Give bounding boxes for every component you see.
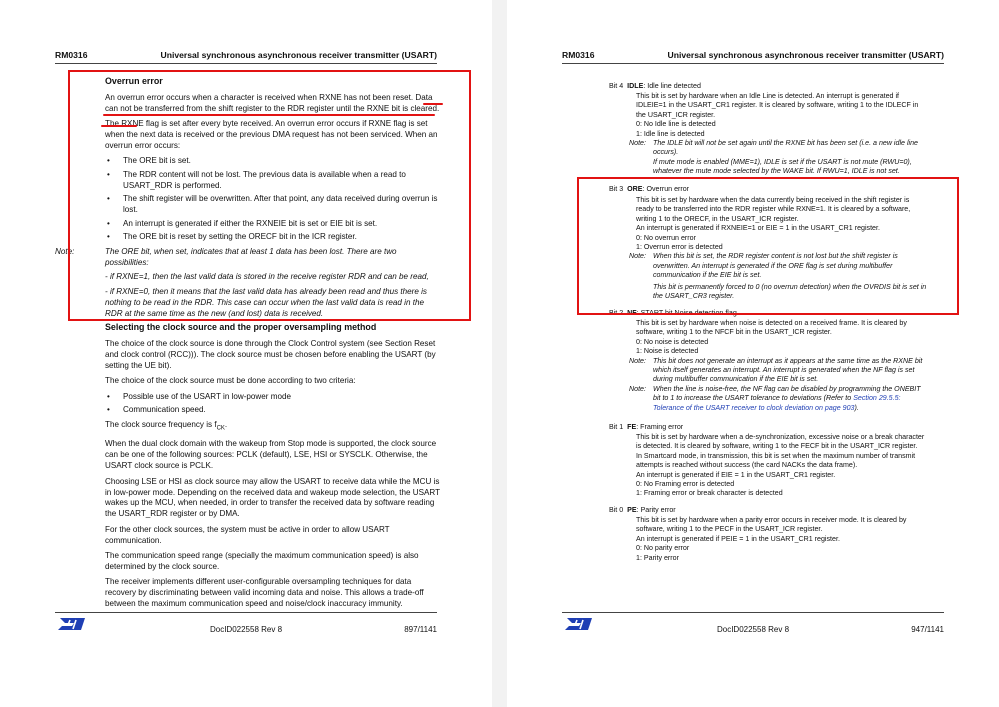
bit-desc: : START bit Noise detection flag [636, 309, 737, 317]
note-label: Note: [629, 252, 646, 261]
clock-paragraph: The choice of the clock source must be done according to two criteria: [105, 376, 356, 386]
note-line [653, 404, 950, 413]
freq-text: The clock source frequency is f [105, 420, 217, 430]
freq-subscript: CK [216, 426, 225, 433]
bit-number: Bit 4 [609, 82, 624, 90]
bit2-note-1 [629, 356, 950, 385]
note-line: communication if the EIE bit is set. [653, 271, 762, 280]
footer-docid: DocID022558 Rev 8 [716, 625, 790, 634]
bit-line: is detected. It is cleared by software, writing 1 to the FECF bit in the USART_ICR register. [636, 442, 918, 451]
note-line: overwritten. An interrupt is generated if the ORE flag is set during multibuffer [653, 261, 893, 270]
bit-line: the USART_ICR register. [636, 110, 716, 119]
clock-paragraph: The choice of the clock source is done through the Clock Control system (see Section Reset and clock control (RCC))). The clock source must be chosen before enabling the USART (by setting the UE bit). [105, 338, 436, 370]
note-line: which itself generates an interrupt. An interrupt is generated when the NF flag is set [653, 366, 915, 375]
page-footer [562, 622, 944, 636]
bit-line: software, writing 1 to the NFCF bit in the USART_ICR register. [636, 328, 832, 337]
clock-paragraph: When the dual clock domain with the wakeup from Stop mode is supported, the clock source can be one of the following sources: PCLK (default), LSE, HSI or SYSCLK. Otherwise, the USART clock source is PCLK. [105, 439, 437, 471]
overrun-highlight-box [68, 70, 471, 321]
bit-line: 1: Framing error or break character is detected [636, 489, 783, 498]
section-link[interactable]: Section 29.5.5: [853, 394, 901, 403]
bit-line: 0: No parity error [636, 544, 690, 553]
highlight-underline [103, 114, 435, 116]
list-item: • The shift register will be overwritten. After that point, any data received during overrun is lost. [105, 194, 441, 216]
note-line: If mute mode is enabled (MME=1), IDLE is set if the USART is not mute (RWU=0), [653, 157, 912, 166]
clock-paragraph: Choosing LSE or HSI as clock source may allow the USART to receive data while the MCU is in low-power mode. Depending on the received data and wakeup mode selection, the USART wakes up the MCU, when needed, in order to transfer the received data by software reading the USART_RDR register or by DMA. [105, 476, 440, 519]
highlight-underline [101, 125, 137, 127]
highlight-underline [423, 103, 443, 105]
bit-line: 1: Overrun error is detected [636, 243, 723, 252]
note-label: Note: [629, 139, 646, 148]
note-line: occurs). [653, 148, 679, 157]
header-doc-ref: RM0316 [562, 50, 595, 60]
bit0-heading [609, 506, 676, 514]
bit-desc: : Overrun error [642, 185, 690, 193]
bit-line: 0: No Idle line is detected [636, 120, 716, 129]
bit-line: This bit is set by hardware when a de-synchronization, excessive noise or a break character [636, 433, 925, 441]
bit-name: FE [627, 423, 637, 431]
clock-paragraph: For the other clock sources, the system must be active in order to allow USART communication. [105, 524, 390, 545]
bit4-heading [609, 82, 701, 90]
bit-name: IDLE [627, 82, 644, 90]
clock-frequency [105, 420, 441, 435]
bit4-body [629, 92, 950, 177]
freq-end: . [224, 420, 228, 430]
bit-line: 1: Parity error [636, 553, 679, 562]
footer-page-number: 947/1141 [911, 625, 944, 634]
bit-desc: : Parity error [636, 506, 676, 514]
section-link[interactable]: Tolerance of the USART receiver to clock deviation on page 903 [653, 403, 855, 412]
list-item: • The RDR content will not be lost. The previous data is available when a read to USART_RDR is performed. [105, 170, 441, 192]
bit-name: ORE [627, 185, 643, 193]
bit2-note-2 [629, 384, 950, 413]
header-rule [55, 63, 437, 64]
bit4-note [629, 139, 950, 177]
bit-desc: : Idle line detected [643, 82, 701, 90]
bit-number: Bit 2 [609, 309, 624, 317]
note-line: - if RXNE=1, then the last valid data is stored in the receive register RDR and can be read, [105, 272, 429, 282]
bit-line: This bit is set by hardware when an Idle Line is detected. An interrupt is generated if [636, 92, 900, 100]
bit-line: 1: Noise is detected [636, 347, 699, 356]
page-header [562, 50, 944, 64]
note-line: The IDLE bit will not be set again until the RXNE bit has been set (i.e. a new idle line [653, 139, 918, 148]
note-label: Note: [55, 247, 75, 257]
overrun-p1-text: An overrun error occurs when a character is received when RXNE has not been reset. [105, 92, 416, 102]
note-label: Note: [629, 384, 646, 393]
note-line: When the line is noise-free, the NF flag can be disabled by programming the ONEBIT [653, 384, 921, 393]
bit-number: Bit 3 [609, 185, 624, 193]
bit2-body [629, 319, 950, 413]
bit1-body [636, 433, 950, 499]
note-text: ). [854, 403, 859, 412]
bit-line: attempts is reached without success (the card NACKs the data frame). [636, 461, 858, 470]
note-line: - if RXNE=0, then it means that the last valid data has already been read and thus there is nothing to be read in the RDR. This case can occur when the last valid data is read in the RDR at the same time as the new (and lost) data is received. [105, 286, 427, 318]
clock-heading: Selecting the clock source and the proper oversampling method [105, 322, 377, 332]
bit-line: writing 1 to the ORECF, in the USART_ICR register. [636, 214, 799, 223]
clock-paragraph: The receiver implements different user-configurable oversampling techniques for data recovery by discriminating between valid incoming data and noise. This allows a trade-off between the maximum communication speed and noise/clock inaccuracy immunity. [105, 577, 424, 609]
bit-line: 0: No overrun error [636, 233, 696, 242]
overrun-p1-highlight: Data can not be transferred from the shift register to the RDR register until the RXNE bit is cleared. [105, 92, 440, 113]
header-doc-ref: RM0316 [55, 50, 88, 60]
bit-number: Bit 1 [609, 423, 624, 431]
list-item: • Communication speed. [105, 405, 441, 416]
footer-rule [55, 612, 437, 613]
note-line: The ORE bit, when set, indicates that at least 1 data has been lost. There are two possibilities: [105, 247, 397, 268]
note-line: This bit does not generate an interrupt as it appears at the same time as the RXNE bit [653, 356, 923, 365]
note-text: bit to 1 to increase the USART tolerance to deviations (Refer to [653, 394, 854, 403]
overrun-heading: Overrun error [105, 76, 163, 86]
page-header [55, 50, 437, 64]
note-line: whatever the mute mode selected by the WAKE bit. If RWU=1, IDLE is not set. [653, 167, 900, 176]
bit-line: In Smartcard mode, in transmission, this bit is set when the maximum number of transmit [636, 451, 916, 460]
list-item: • An interrupt is generated if either the RXNEIE bit is set or EIE bit is set. [105, 219, 441, 230]
footer-docid: DocID022558 Rev 8 [209, 625, 283, 634]
bit-line: An interrupt is generated if EIE = 1 in the USART_CR1 register. [636, 470, 836, 479]
note-line: When this bit is set, the RDR register content is not lost but the shift register is [653, 252, 898, 261]
bit-line: 0: No noise is detected [636, 337, 709, 346]
bit-line: An interrupt is generated if PEIE = 1 in the USART_CR1 register. [636, 534, 840, 543]
overrun-paragraph-2: The RXNE flag is set after every byte received. An overrun error occurs if RXNE flag is set when the next data is received or the previous DMA request has not been serviced. When an overrun error occurs: [105, 119, 438, 151]
note-line [653, 394, 950, 403]
bit-line: software, writing 1 to the PECF in the USART_ICR register. [636, 525, 823, 534]
bit0-body [636, 516, 950, 563]
bit-desc: : Framing error [636, 423, 684, 431]
bit-line: 0: No Framing error is detected [636, 480, 735, 489]
header-title: Universal synchronous asynchronous receiver transmitter (USART) [160, 50, 437, 60]
list-item: • The ORE bit is reset by setting the ORECF bit in the ICR register. [105, 232, 441, 243]
list-item: • The ORE bit is set. [105, 156, 441, 167]
bit1-heading [609, 423, 683, 431]
bit-line: IDLEIE=1 in the USART_CR1 register. It is cleared by software, writing 1 to the IDLECF in [636, 101, 919, 110]
header-title: Universal synchronous asynchronous receiver transmitter (USART) [667, 50, 944, 60]
bit-name: NF [627, 309, 637, 317]
bit-name: PE [627, 506, 637, 514]
bit-number: Bit 0 [609, 506, 624, 514]
footer-rule [562, 612, 944, 613]
list-item: • Possible use of the USART in low-power mode [105, 392, 441, 403]
note-line: during multibuffer communication if the EIE bit is set. [653, 375, 819, 384]
note-line: This bit is permanently forced to 0 (no overrun detection) when the OVRDIS bit is set in [653, 282, 927, 291]
note-line: the USART_CR3 register. [653, 292, 735, 301]
clock-section [105, 322, 441, 615]
bit-line: ready to be transferred into the RDR register while RXNE=1. It is cleared by a software, [636, 205, 911, 214]
bit-line: This bit is set by hardware when a parity error occurs in receiver mode. It is cleared by [636, 516, 907, 524]
header-rule [562, 63, 944, 64]
page-footer [55, 622, 437, 636]
bit-line: This bit is set by hardware when the data currently being received in the shift register is [636, 196, 910, 204]
bit-line: This bit is set by hardware when noise is detected on a received frame. It is cleared by [636, 319, 907, 327]
bit-line: An interrupt is generated if RXNEIE=1 or EIE = 1 in the USART_CR1 register. [636, 224, 880, 233]
note-label: Note: [629, 356, 646, 365]
bit-line: 1: Idle line is detected [636, 129, 705, 138]
ore-bit-highlight-box [577, 177, 959, 315]
footer-page-number: 897/1141 [404, 625, 437, 634]
clock-paragraph: The communication speed range (specially the maximum communication speed) is also determined by the clock source. [105, 551, 419, 572]
